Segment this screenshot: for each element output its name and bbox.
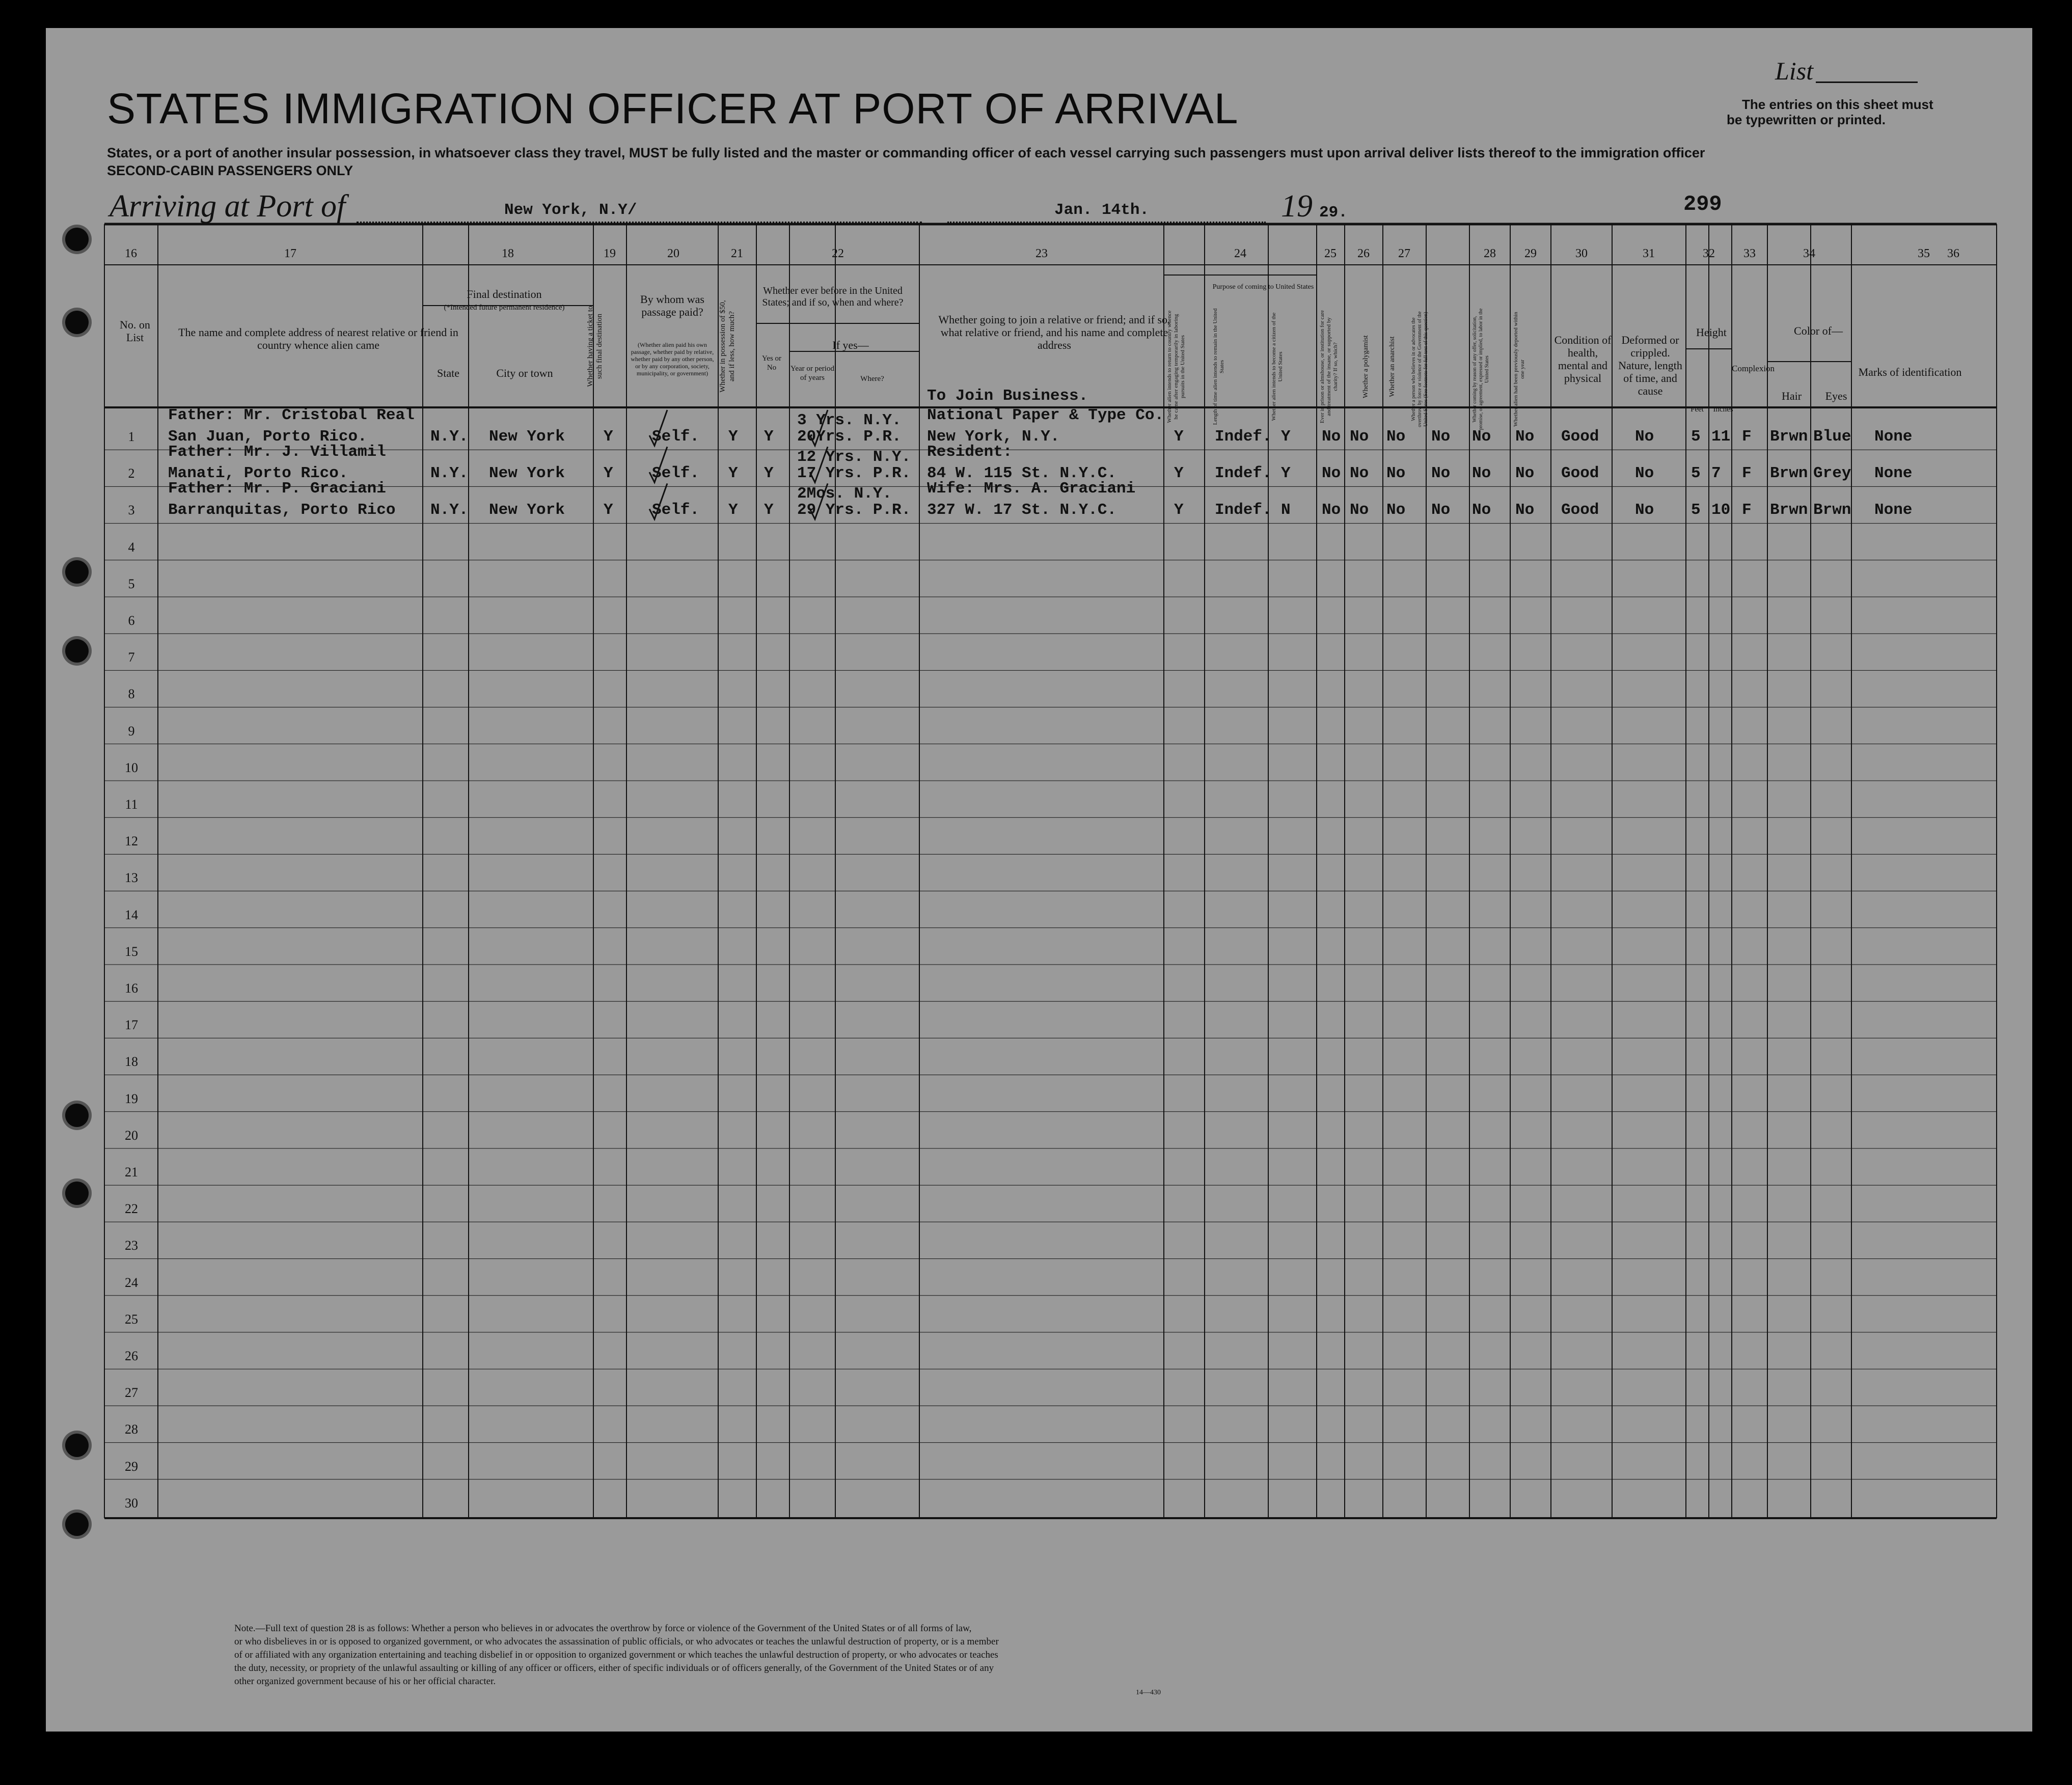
marks-value: None [1874, 501, 1913, 519]
anarchist-value: No [1386, 464, 1406, 483]
q29-value: No [1472, 464, 1491, 483]
header-marks: Marks of identification [1858, 366, 1962, 378]
health-value: Good [1561, 501, 1599, 519]
hair-color: Brwn [1770, 501, 1808, 519]
deformed-value: No [1635, 464, 1654, 483]
fifty-dollars-value: Y [728, 501, 738, 519]
instruction-line: States, or a port of another insular possession, in whatsoever class they travel, MUST be fully listed and the master or commanding officer of each vessel carrying such passengers must upon arrival deliver lists thereof to the immigration officer [107, 145, 1705, 160]
relative-address: San Juan, Porto Rico. [168, 428, 367, 446]
row-number: 3 [128, 503, 135, 518]
header-if-yes: If yes— [832, 339, 869, 351]
complexion-value: F [1742, 428, 1752, 446]
header-final-destination: Final destination [467, 288, 542, 300]
joining-line: 84 W. 115 St. N.Y.C. [927, 464, 1117, 483]
passage-paid-value: Self. [652, 428, 700, 446]
joining-line: 327 W. 17 St. N.Y.C. [927, 501, 1117, 519]
column-number: 28 [1484, 247, 1496, 260]
column-number: 35 [1918, 247, 1930, 260]
relative-name: Father: Mr. J. Villamil [168, 443, 386, 461]
q29-value: No [1472, 501, 1491, 519]
prior-period-1: 3 Yrs. N.Y. [797, 411, 902, 429]
header-q30: Whether alien had been previously deported within one year [1513, 312, 1525, 427]
column-number: 30 [1575, 247, 1588, 260]
row-number: 12 [125, 834, 138, 849]
row-number: 8 [128, 686, 135, 702]
header-prison: Ever in prison or almshouse, or institution for care and treatment of the insane, or supported by charity? If so, which? [1319, 310, 1339, 424]
header-no-on-list: No. on List [120, 318, 150, 344]
q28-value: No [1431, 501, 1451, 519]
row-number: 28 [125, 1422, 138, 1437]
destination-city: New York [489, 428, 565, 446]
fifty-dollars-value: Y [728, 464, 738, 483]
height-feet: 5 [1691, 501, 1701, 519]
ticket-value: Y [604, 464, 613, 483]
deformed-value: No [1635, 501, 1654, 519]
row-number: 26 [125, 1349, 138, 1363]
polygamist-value: No [1350, 464, 1369, 483]
arriving-label: Arriving at Port of [110, 189, 346, 224]
prison-value: No [1322, 464, 1341, 483]
citizen-value: Y [1281, 428, 1291, 446]
height-feet: 5 [1691, 428, 1701, 446]
form-number: 14—430 [1136, 1689, 1161, 1696]
year-prefix: 19 [1281, 189, 1313, 224]
manifest-sheet [46, 28, 2032, 1732]
prior-period-2: 17 Yrs. P.R. [797, 464, 911, 483]
ever-before-value: Y [764, 464, 774, 483]
stay-length-value: Indef. [1215, 501, 1272, 519]
eye-color: Blue [1813, 428, 1851, 446]
column-number: 32 [1703, 247, 1715, 260]
row-number: 27 [125, 1385, 138, 1400]
q30-value: No [1515, 464, 1535, 483]
column-number: 20 [667, 247, 679, 260]
deformed-value: No [1635, 428, 1654, 446]
q30-value: No [1515, 501, 1535, 519]
header-feet: Feet [1691, 405, 1704, 414]
header-state: State [437, 367, 459, 379]
column-number: 24 [1234, 247, 1246, 260]
joining-line: New York, N.Y. [927, 428, 1060, 446]
prior-period-2: 20Yrs. P.R. [797, 428, 902, 446]
row-number: 18 [125, 1054, 138, 1069]
joining-line: Resident: [927, 443, 1013, 461]
row-number: 22 [125, 1201, 138, 1217]
joining-line: To Join Business. [927, 387, 1088, 405]
footnote-line: other organized government because of his or her official character. [234, 1676, 496, 1687]
port-value: New York, N.Y/ [504, 201, 637, 219]
hair-color: Brwn [1770, 428, 1808, 446]
row-number: 4 [128, 539, 135, 555]
prison-value: No [1322, 501, 1341, 519]
header-health: Condition of health, mental and physical [1554, 334, 1612, 385]
page-number: 299 [1683, 192, 1722, 216]
column-number: 22 [832, 247, 844, 260]
q28-value: No [1431, 428, 1451, 446]
prison-value: No [1322, 428, 1341, 446]
height-inches: 11 [1711, 428, 1731, 446]
column-number: 33 [1743, 247, 1756, 260]
header-ever-before: Whether ever before in the United States; and if so, when and where? [762, 285, 904, 308]
row-number: 10 [125, 760, 138, 775]
relative-name: Father: Mr. Cristobal Real [168, 406, 415, 424]
header-joining: Whether going to join a relative or friend; and if so, what relative or friend, and his name and complete address [938, 313, 1170, 351]
header-eyes: Eyes [1825, 390, 1847, 402]
anarchist-value: No [1386, 428, 1406, 446]
year-suffix: 29. [1319, 204, 1348, 222]
page-title: STATES IMMIGRATION OFFICER AT PORT OF ARRIVAL [107, 85, 1239, 132]
row-number: 20 [125, 1128, 138, 1143]
relative-address: Barranquitas, Porto Rico [168, 501, 396, 519]
marks-value: None [1874, 428, 1913, 446]
footnote-line: the duty, necessity, or propriety of the unlawful assaulting or killing of any officer or officers, either of specific individuals or of officers generally, of the Government of the United States or of any [234, 1663, 994, 1673]
row-number: 25 [125, 1311, 138, 1327]
ticket-value: Y [604, 501, 613, 519]
destination-state: N.Y. [430, 501, 469, 519]
header-polygamist: Whether a polygamist [1362, 335, 1370, 398]
relative-name: Father: Mr. P. Graciani [168, 480, 386, 498]
column-number: 18 [502, 247, 514, 260]
destination-city: New York [489, 464, 565, 483]
ever-before-value: Y [764, 428, 774, 446]
polygamist-value: No [1350, 501, 1369, 519]
header-final-destination-note: (*Intended future permanent residence) [444, 304, 565, 312]
row-number: 13 [125, 870, 138, 886]
header-inches: Inches [1713, 405, 1733, 414]
citizen-value: Y [1281, 464, 1291, 483]
relative-address: Manati, Porto Rico. [168, 464, 348, 483]
row-number: 11 [125, 797, 138, 812]
header-hair: Hair [1781, 390, 1802, 402]
header-year-period: Year or period of years [790, 365, 834, 382]
header-where: Where? [860, 375, 884, 383]
eye-color: Brwn [1813, 501, 1851, 519]
health-value: Good [1561, 428, 1599, 446]
list-label: List [1775, 57, 1814, 85]
footnote-line: Note.—Full text of question 28 is as follows: Whether a person who believes in or advocates the overthrow by force or violence of the Government of the United States or of all forms of law, [234, 1623, 972, 1634]
column-number: 16 [125, 247, 137, 260]
ticket-value: Y [604, 428, 613, 446]
row-number: 24 [125, 1275, 138, 1290]
fifty-dollars-value: Y [728, 428, 738, 446]
header-anarchist: Whether an anarchist [1388, 336, 1396, 397]
header-fifty-dollars: Whether in possession of $50, and if less, how much? [719, 300, 736, 393]
column-number: 25 [1324, 247, 1337, 260]
polygamist-value: No [1350, 428, 1369, 446]
column-number: 23 [1035, 247, 1048, 260]
complexion-value: F [1742, 501, 1752, 519]
destination-state: N.Y. [430, 464, 469, 483]
height-inches: 10 [1711, 501, 1731, 519]
row-number: 6 [128, 613, 135, 628]
header-passage-paid: By whom was passage paid? [640, 293, 704, 318]
column-number: 31 [1643, 247, 1655, 260]
prior-period-1: 2Mos. N.Y. [797, 485, 892, 503]
row-number: 19 [125, 1091, 138, 1106]
prior-period-2: 29 Yrs. P.R. [797, 501, 911, 519]
joining-line: Wife: Mrs. A. Graciani [927, 480, 1136, 498]
header-ticket: Whether having a ticket to such final destination [586, 306, 604, 387]
row-number: 23 [125, 1238, 138, 1253]
row-number: 15 [125, 944, 138, 959]
anarchist-value: No [1386, 501, 1406, 519]
row-number: 29 [125, 1459, 138, 1474]
header-purpose-a: Whether alien intends to return to country whence he came after engaging temporarily in laboring pursuits in the United States [1166, 310, 1186, 423]
row-number: 9 [128, 723, 135, 738]
return-value: Y [1174, 501, 1184, 519]
q28-value: No [1431, 464, 1451, 483]
passage-paid-value: Self. [652, 501, 700, 519]
row-number: 2 [128, 466, 135, 481]
header-q29: Whether coming by reason of any offer, solicitation, promise, or agreement, expressed or implied, to labor in the United States [1472, 308, 1490, 430]
header-purpose-c: Whether alien intends to become a citizen of the United States [1271, 312, 1284, 421]
header-complexion: Complexion [1732, 364, 1775, 373]
column-number: 34 [1803, 247, 1815, 260]
destination-city: New York [489, 501, 565, 519]
height-inches: 7 [1711, 464, 1721, 483]
row-number: 17 [125, 1018, 138, 1033]
header-q28: Whether a person who believes in or advocates the overthrow by force or violence of the Government of the United States (See footnote for full text of this question) [1411, 311, 1429, 427]
header-color-of: Color of— [1794, 324, 1843, 337]
height-feet: 5 [1691, 464, 1701, 483]
date-value: Jan. 14th. [1054, 201, 1150, 219]
joining-line: National Paper & Type Co. [927, 406, 1164, 424]
header-yes-no: Yes or No [761, 354, 782, 372]
header-passage-note: (Whether alien paid his own passage, whether paid by relative, whether paid by any other person, or by any corporation, society, municipality, or government) [631, 341, 714, 377]
column-number: 26 [1357, 247, 1370, 260]
typewritten-note: The entries on this sheet must [1742, 97, 1933, 112]
eye-color: Grey [1813, 464, 1851, 483]
header-deformed: Deformed or crippled. Nature, length of time, and cause [1618, 334, 1682, 397]
row-number: 30 [125, 1495, 138, 1511]
footnote-line: or who disbelieves in or is opposed to organized government, or who advocates the assassination of public officials, or who advocates or teaches the unlawful destruction of property, or is a member [234, 1636, 999, 1647]
passage-paid-value: Self. [652, 464, 700, 483]
row-number: 14 [125, 907, 138, 922]
header-purpose-b: Length of time alien intends to remain in the United States [1212, 308, 1225, 425]
ever-before-value: Y [764, 501, 774, 519]
health-value: Good [1561, 464, 1599, 483]
second-cabin-label: SECOND-CABIN PASSENGERS ONLY [107, 163, 353, 178]
column-number: 21 [731, 247, 743, 260]
typewritten-note: be typewritten or printed. [1727, 112, 1886, 127]
hair-color: Brwn [1770, 464, 1808, 483]
destination-state: N.Y. [430, 428, 469, 446]
stay-length-value: Indef. [1215, 428, 1272, 446]
column-number: 29 [1524, 247, 1537, 260]
citizen-value: N [1281, 501, 1291, 519]
row-number: 5 [128, 576, 135, 591]
q30-value: No [1515, 428, 1535, 446]
marks-value: None [1874, 464, 1913, 483]
column-number: 36 [1947, 247, 1959, 260]
table-grid [46, 28, 2032, 1732]
q29-value: No [1472, 428, 1491, 446]
header-purpose: Purpose of coming to United States [1212, 283, 1314, 291]
header-nearest-relative: The name and complete address of nearest relative or friend in country whence alien came [178, 326, 458, 351]
return-value: Y [1174, 428, 1184, 446]
stay-length-value: Indef. [1215, 464, 1272, 483]
complexion-value: F [1742, 464, 1752, 483]
row-number: 16 [125, 981, 138, 996]
row-number: 1 [128, 429, 135, 444]
column-number: 17 [284, 247, 296, 260]
footnote-line: of or affiliated with any organization entertaining and teaching disbelief in or opposition to organized government or which teaches the unlawful destruction of property, or who advocates or teaches [234, 1650, 998, 1660]
column-number: 19 [604, 247, 616, 260]
header-city: City or town [496, 367, 553, 379]
header-height: Height [1696, 326, 1727, 339]
prior-period-1: 12 Yrs. N.Y. [797, 448, 911, 466]
return-value: Y [1174, 464, 1184, 483]
row-number: 7 [128, 650, 135, 665]
column-number: 27 [1398, 247, 1410, 260]
row-number: 21 [125, 1165, 138, 1179]
